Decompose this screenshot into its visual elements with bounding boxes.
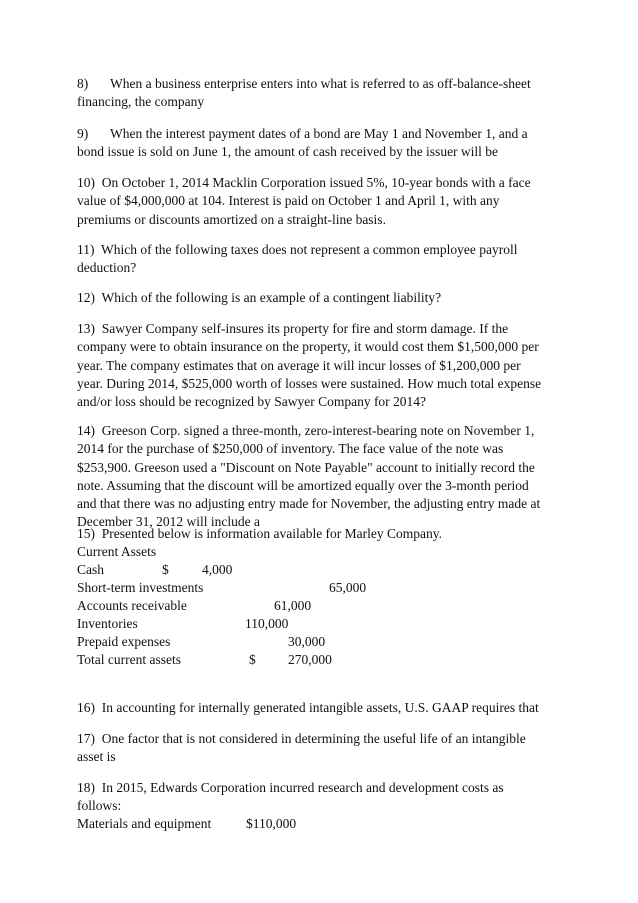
question-text: December 31, 2012 will include a xyxy=(77,514,260,530)
question-text: Presented below is information available for Marley Company. xyxy=(101,526,443,541)
question-text: and that there was no adjusting entry made for November, the adjusting entry made at xyxy=(77,496,541,512)
row-label: Inventories xyxy=(77,616,138,631)
question-12 xyxy=(77,289,577,307)
table-row xyxy=(77,615,377,633)
question-text: Sawyer Company self-insures its property for fire and storm damage. If the xyxy=(101,321,509,336)
question-number: 16) xyxy=(77,700,95,715)
row-label: Accounts receivable xyxy=(77,598,187,613)
question-line xyxy=(77,779,577,797)
question-number: 17) xyxy=(77,731,95,746)
question-text: In 2015, Edwards Corporation incurred research and development costs as xyxy=(101,780,504,795)
question-text: Which of the following taxes does not represent a common employee payroll xyxy=(101,242,518,257)
table-row xyxy=(77,579,407,597)
question-text: Greeson Corp. signed a three-month, zero-interest-bearing note on November 1, xyxy=(101,423,535,438)
table-row xyxy=(77,633,377,651)
table-title: Current Assets xyxy=(77,544,157,560)
table-row xyxy=(77,597,377,615)
question-text: Which of the following is an example of a contingent liability? xyxy=(101,290,442,305)
question-text: value of $4,000,000 at 104. Interest is paid on October 1 and April 1, with any xyxy=(77,193,500,209)
question-9 xyxy=(77,125,577,162)
question-number: 9) xyxy=(77,126,89,141)
question-text: $253,900. Greeson used a "Discount on Note Payable" account to initially record the xyxy=(77,459,535,475)
row-dollar: $ xyxy=(162,562,169,577)
question-text: year. During 2014, $525,000 worth of losses were sustained. How much total expense xyxy=(77,375,542,391)
question-line xyxy=(77,699,597,717)
question-line xyxy=(77,525,577,543)
question-11 xyxy=(77,241,577,278)
question-line xyxy=(77,320,577,338)
question-line xyxy=(77,730,577,748)
question-15 xyxy=(77,525,577,562)
question-13 xyxy=(77,320,577,411)
row-value: 61,000 xyxy=(274,598,312,613)
question-number: 14) xyxy=(77,423,95,438)
question-text: On October 1, 2014 Macklin Corporation issued 5%, 10-year bonds with a face xyxy=(101,175,531,190)
row-value: 30,000 xyxy=(288,634,326,649)
question-text: One factor that is not considered in determining the useful life of an intangible xyxy=(101,731,526,746)
question-text: financing, the company xyxy=(77,94,205,110)
row-value: 4,000 xyxy=(202,562,233,577)
question-text: bond issue is sold on June 1, the amount of cash received by the issuer will be xyxy=(77,144,499,160)
row-value: $110,000 xyxy=(246,816,297,831)
question-text: When a business enterprise enters into what is referred to as off-balance-sheet xyxy=(110,76,531,91)
question-number: 10) xyxy=(77,175,95,190)
table-row-total xyxy=(77,651,377,669)
question-text: follows: xyxy=(77,798,122,814)
question-number: 18) xyxy=(77,780,95,795)
row-value: 110,000 xyxy=(245,616,289,631)
row-label: Total current assets xyxy=(77,652,182,667)
question-18 xyxy=(77,779,577,816)
question-16 xyxy=(77,699,597,717)
question-number: 11) xyxy=(77,242,95,257)
question-text: 2014 for the purchase of $250,000 of inventory. The face value of the note was xyxy=(77,441,504,457)
question-number: 12) xyxy=(77,290,95,305)
question-number: 8) xyxy=(77,76,89,91)
table-row xyxy=(77,561,377,579)
question-text: note. Assuming that the discount will be amortized equally over the 3-month period xyxy=(77,477,529,493)
question-line xyxy=(77,289,577,307)
question-line xyxy=(77,422,577,440)
row-label: Prepaid expenses xyxy=(77,634,171,649)
question-number: 15) xyxy=(77,526,95,541)
row-label: Cash xyxy=(77,562,104,577)
row-value: 65,000 xyxy=(329,580,367,595)
question-text: year. The company estimates that on average it will incur losses of $1,200,000 per xyxy=(77,357,521,373)
question-number: 13) xyxy=(77,321,95,336)
question-14 xyxy=(77,422,577,532)
row-label: Materials and equipment xyxy=(77,816,212,831)
question-text: company were to obtain insurance on the property, it would cost them $1,500,000 per xyxy=(77,339,539,355)
question-line xyxy=(77,174,577,192)
table-row xyxy=(77,815,377,833)
row-label: Short-term investments xyxy=(77,580,204,595)
question-line xyxy=(77,241,577,259)
question-text: and/or loss should be recognized by Sawyer Company for 2014? xyxy=(77,394,427,410)
row-value: 270,000 xyxy=(288,652,332,667)
question-text: premiums or discounts amortized on a straight-line basis. xyxy=(77,211,386,227)
question-text: When the interest payment dates of a bond are May 1 and November 1, and a xyxy=(110,126,528,141)
row-dollar: $ xyxy=(249,652,256,667)
question-text: deduction? xyxy=(77,260,137,276)
question-line xyxy=(77,75,577,93)
question-8 xyxy=(77,75,577,112)
question-text: In accounting for internally generated intangible assets, U.S. GAAP requires that xyxy=(101,700,539,715)
question-text: asset is xyxy=(77,749,116,765)
question-line xyxy=(77,125,577,143)
question-17 xyxy=(77,730,577,767)
question-10 xyxy=(77,174,577,229)
